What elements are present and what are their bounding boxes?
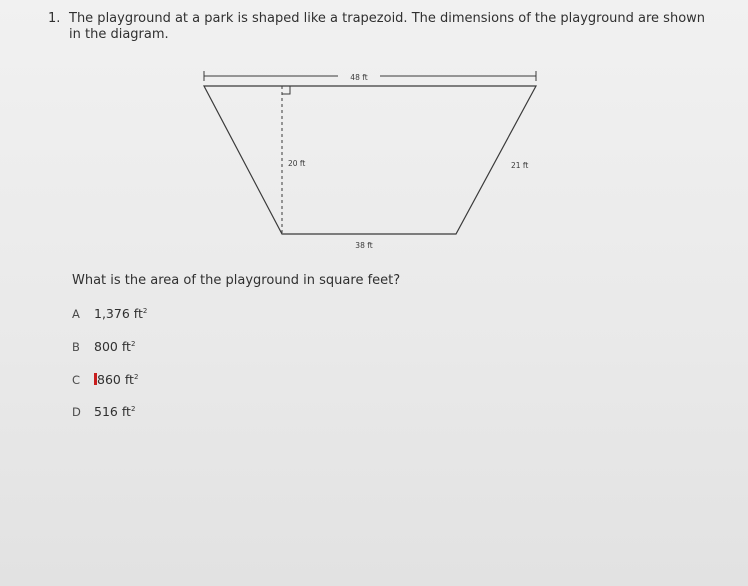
choice-value: 800 [94, 339, 118, 354]
choice-unit: $ft^2$ [133, 306, 148, 321]
trapezoid-shape [204, 86, 536, 234]
question-prompt: What is the area of the playground in square feet? [72, 273, 401, 288]
bottom-label: 38 ft [355, 241, 373, 250]
question-stem: The playground at a park is shaped like a trapezoid. The dimensions of the playground are shown in the diagram. [69, 11, 706, 42]
trapezoid-diagram [190, 62, 560, 258]
height-label: 20 ft [288, 159, 306, 168]
choice-unit: $ft^2$ [124, 372, 139, 387]
choice-letter: C [72, 373, 81, 387]
choice-value: 1,376 [94, 306, 130, 321]
choice-c[interactable] [72, 369, 138, 388]
choice-unit: $ft^2$ [121, 339, 136, 354]
choice-d[interactable] [72, 401, 135, 420]
choice-b[interactable] [72, 336, 135, 355]
choice-letter: B [72, 340, 80, 354]
choice-value: 860 [97, 372, 121, 387]
choice-value: 516 [94, 404, 118, 419]
choice-letter: D [72, 405, 81, 419]
choice-a[interactable] [72, 303, 147, 322]
right-angle-marker [282, 86, 290, 94]
top-dimension-label: 48 ft [350, 73, 368, 82]
choice-letter: A [72, 307, 80, 321]
choice-unit: $ft^2$ [121, 404, 136, 419]
side-label: 21 ft [511, 161, 529, 170]
question-number: 1. [48, 11, 61, 26]
